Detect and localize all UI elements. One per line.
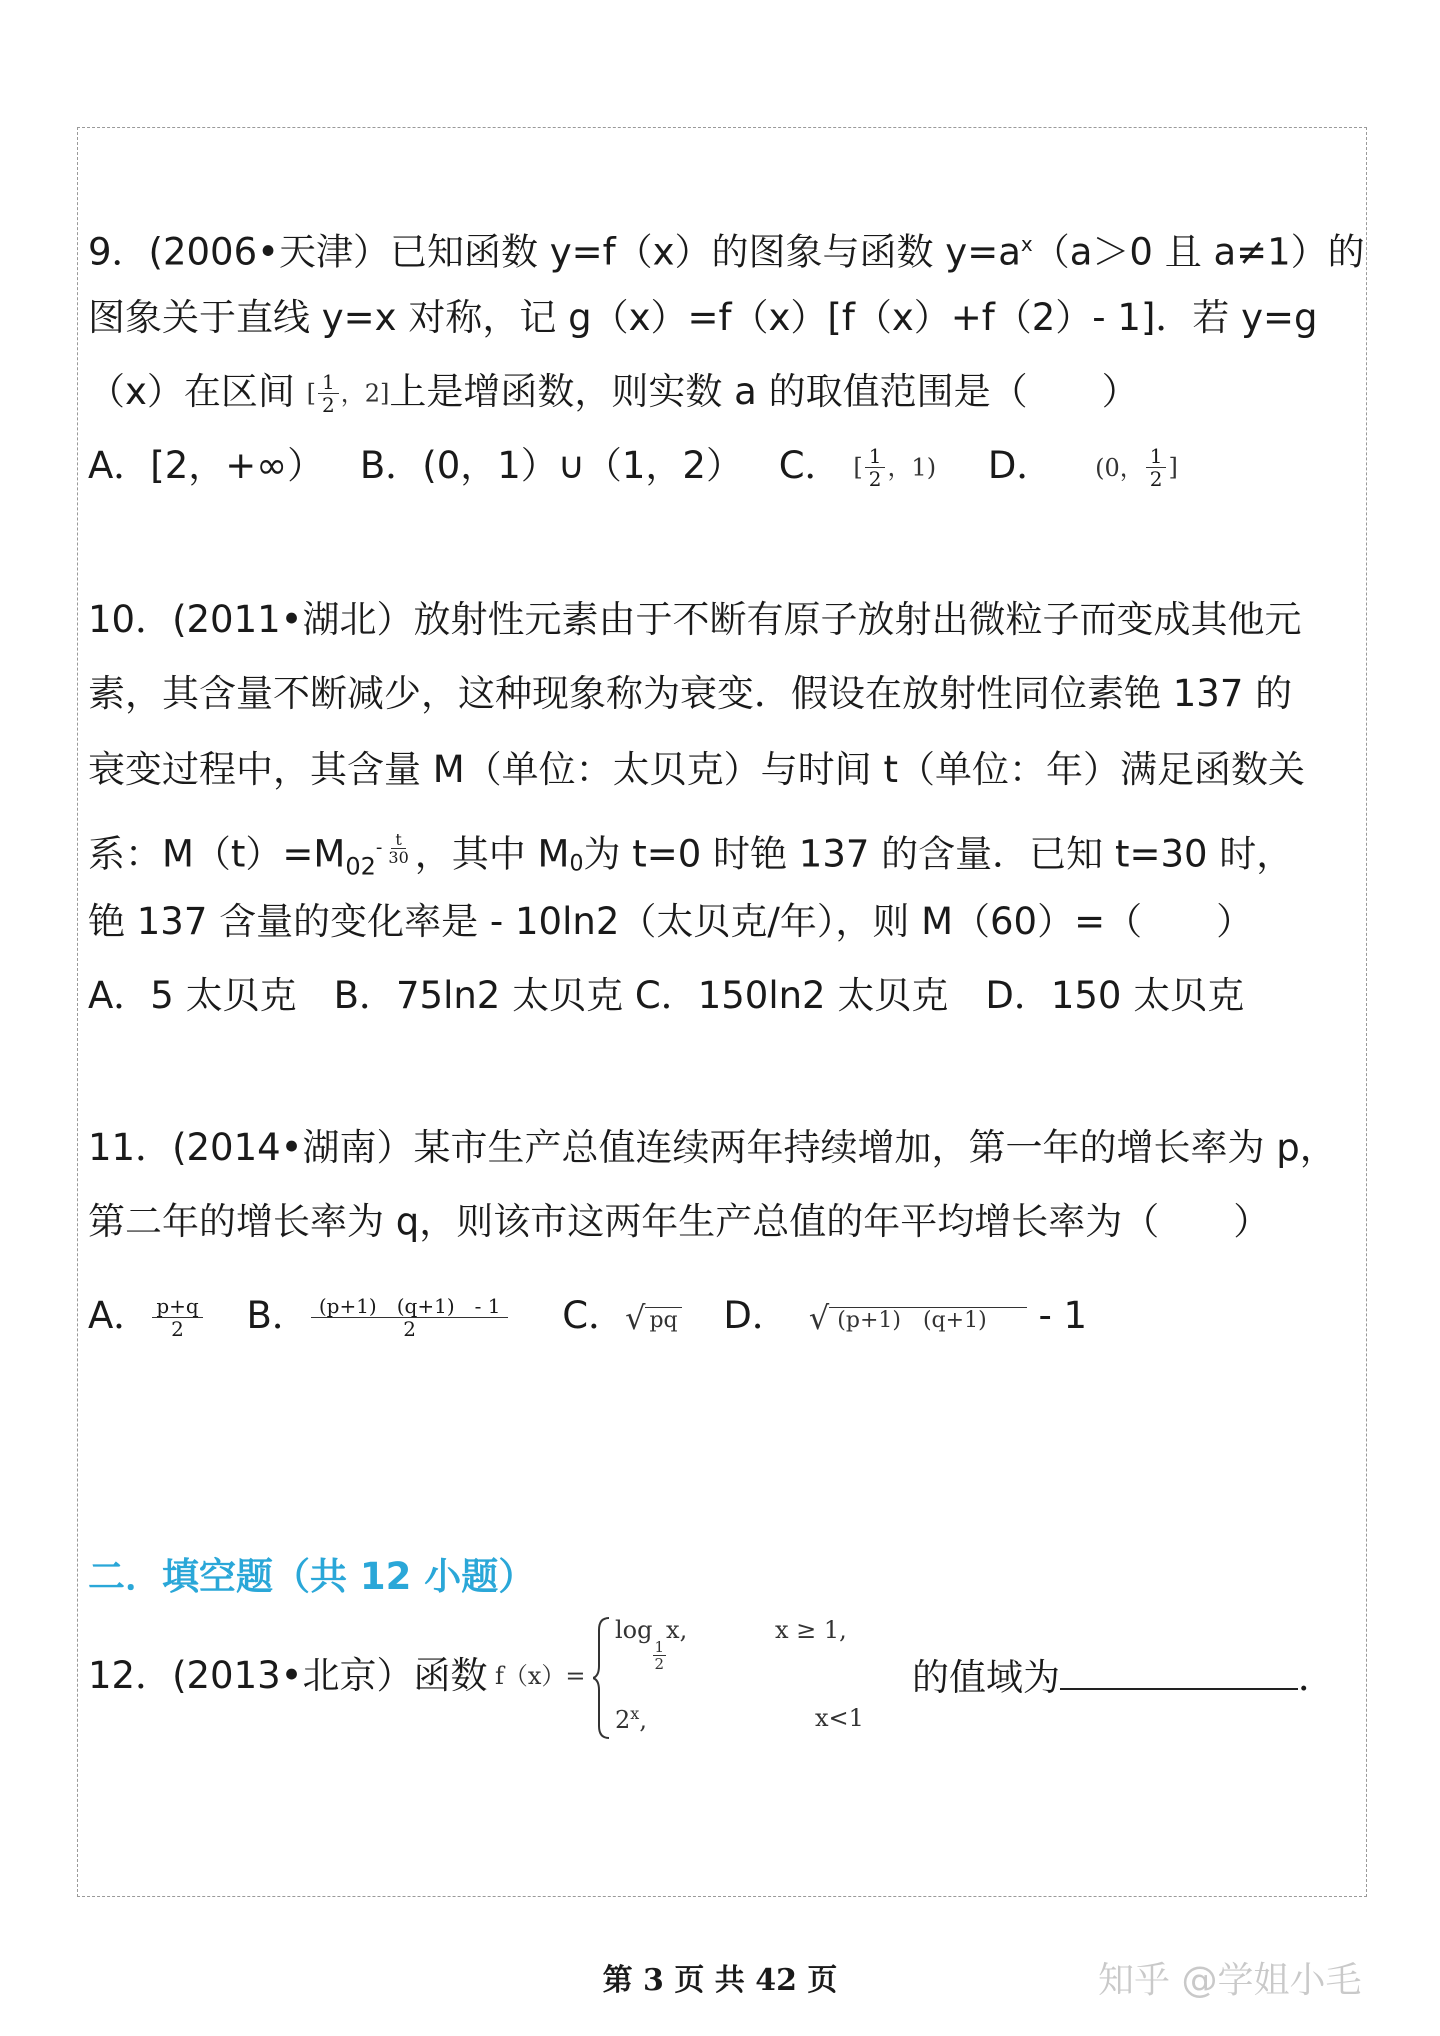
q10-line-3: 衰变过程中，其含量 M（单位：太贝克）与时间 t（单位：年）满足函数关 bbox=[88, 748, 1305, 791]
sqrt-option-d: √ (p+1) (q+1) bbox=[809, 1302, 1027, 1334]
q10-line-1: 10．(2011•湖北）放射性元素由于不断有原子放射出微粒子而变成其他元 bbox=[88, 598, 1302, 641]
q10-line-5: 铯 137 含量的变化率是 - 10ln2（太贝克/年），则 M（60）=（ ） bbox=[88, 900, 1254, 943]
q9-option-c-label: C． bbox=[778, 444, 842, 487]
q10-options: A．5 太贝克 B．75ln2 太贝克 C．150ln2 太贝克 D．150 太贝克 bbox=[88, 974, 1245, 1017]
piecewise-function: f（x）= log $\frac{1}{2}$ x, x ≥ 1, 2$^x$, x<1 bbox=[475, 1612, 885, 1742]
q9-option-d-label: D． bbox=[987, 444, 1054, 487]
watermark: 知乎 @学姐小毛 bbox=[1098, 1960, 1362, 2001]
q11-line-2: 第二年的增长率为 q，则该市这两年生产总值的年平均增长率为（ ） bbox=[88, 1200, 1271, 1243]
fraction-option-b: $\frac{(p+1) (q+1) - 1}{2}$ bbox=[311, 1295, 509, 1340]
fraction-one-half: $\frac{1}{2}$ bbox=[318, 371, 339, 416]
exponent-minus-t-over-30: - $\frac{t}{30}$ bbox=[375, 829, 409, 867]
page-number: 第 3 页 共 42 页 bbox=[602, 1963, 838, 1998]
fraction-p-plus-q-over-2: $\frac{p+q}{2}$ bbox=[152, 1295, 202, 1340]
q10-line-4: 系：$M(t)=M_{02}$ - $\frac{t}{30}$ ，其中 M0为 t=0 时铯 137 的含量．已知 t=30 时， bbox=[88, 826, 1293, 889]
left-brace-icon bbox=[593, 1616, 613, 1740]
q11-line-1: 11．(2014•湖南）某市生产总值连续两年持续增加，第一年的增长率为 p， bbox=[88, 1126, 1337, 1169]
q9-line-2: 图象关于直线 y=x 对称，记 g（x）=f（x）[f（x）+f（2）- 1]．若 y=g bbox=[88, 296, 1318, 339]
q10-line-2: 素，其含量不断减少，这种现象称为衰变．假设在放射性同位素铯 137 的 bbox=[88, 672, 1293, 715]
fraction-one-half: $\frac{1}{2}$ bbox=[1146, 445, 1167, 490]
q9-option-b: B．(0，1）∪（1，2） bbox=[359, 444, 743, 487]
fraction-one-half: $\frac{1}{2}$ bbox=[865, 445, 886, 490]
q12-suffix: 的值域为 ． bbox=[912, 1656, 1335, 1699]
q9-line-1: 9．(2006•天津）已知函数 y=f（x）的图象与函数 $y=a^x(a>0$ 且 a≠1）的 bbox=[88, 230, 1365, 274]
sqrt-pq: √ pq bbox=[625, 1302, 682, 1334]
q9-options: A．[2，+∞） B．(0，1）∪（1，2） C． [ $\frac{1}{2}$ ，1) D． (0， $\frac{1}{2}$ ] bbox=[88, 444, 1178, 491]
q12-prefix: 12．(2013•北京）函数 bbox=[88, 1654, 488, 1697]
q11-options: A． $\frac{p+q}{2}$ B． $\frac{(p+1) (q+1) - 1}{2}$ C． √ pq D． √ (p+1) (q+1) - 1 bbox=[88, 1294, 1088, 1341]
q9-option-a: A．[2，+∞） bbox=[88, 444, 325, 487]
answer-blank[interactable] bbox=[1060, 1654, 1298, 1690]
q9-line-3: （x）在区间 [ $\frac{1}{2}$ ，2]上是增函数，则实数 a 的取值范围是（ ） bbox=[88, 370, 1139, 417]
section-heading: 二．填空题（共 12 小题） bbox=[88, 1555, 536, 1598]
